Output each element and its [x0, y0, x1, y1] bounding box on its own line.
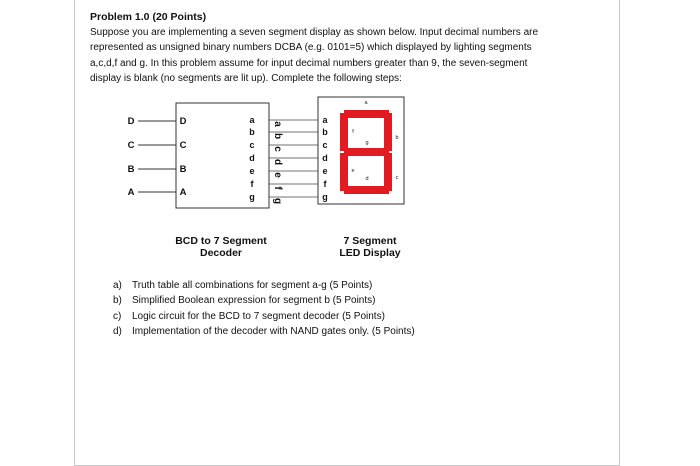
rotated-output-labels [272, 121, 283, 204]
rotated-label: f [272, 186, 283, 190]
segment-label: g [365, 140, 369, 146]
decoder-output-label: b [249, 127, 255, 137]
input-label: A [127, 187, 135, 198]
decoder-input-label: A [179, 187, 187, 198]
display-caption [318, 235, 422, 259]
display-input-label: d [322, 153, 328, 163]
decoder-output-label: f [250, 179, 254, 189]
input-wires [138, 121, 176, 192]
segment-a [344, 110, 389, 118]
segment-label: f [352, 129, 354, 135]
decoder-input-labels [180, 116, 187, 198]
decoder-output-label: d [249, 153, 255, 163]
rotated-label: d [272, 158, 283, 166]
display-input-label: b [322, 127, 328, 137]
decoder-output-labels [249, 115, 255, 202]
segment-label: b [395, 135, 399, 141]
display-input-label: e [322, 166, 328, 176]
item-label: d) [113, 325, 122, 337]
display-input-label: a [322, 115, 328, 125]
rotated-label: g [272, 197, 283, 205]
item-label: c) [113, 310, 122, 322]
decoder-input-label: C [179, 140, 187, 151]
display-input-label: c [322, 140, 328, 150]
input-labels [128, 116, 135, 198]
item-label: b) [113, 295, 122, 307]
segment-label: c [395, 175, 399, 181]
input-label: D [127, 116, 135, 127]
list-item [113, 324, 415, 339]
description-line: a,c,d,f and g. In this problem assume for input decimal numbers greater than 9, the seven-segment [90, 57, 528, 69]
segment-b [384, 113, 392, 151]
description-line: represented as unsigned binary numbers DCBA (e.g. 0101=5) which displayed by lighting segments [90, 42, 532, 54]
decoder-caption [160, 235, 282, 259]
rotated-label: c [272, 146, 283, 152]
decoder-output-label: a [249, 115, 255, 125]
rotated-label: a [272, 121, 283, 127]
item-text: Truth table all combinations for segment a-g (5 Points) [132, 280, 373, 291]
decoder-output-label: c [249, 140, 255, 150]
display-input-labels [322, 115, 328, 202]
list-item [113, 278, 415, 293]
segment-d [344, 186, 389, 194]
segment-g [344, 148, 389, 156]
decoder-caption-line: BCD to 7 Segment [175, 235, 267, 247]
display-caption-line: 7 Segment [343, 235, 397, 247]
problem-title: Problem 1.0 (20 Points) [90, 11, 207, 23]
list-item [113, 293, 415, 308]
segment-label: d [365, 176, 369, 182]
rotated-label: e [272, 172, 283, 178]
decoder-caption-line: Decoder [199, 247, 242, 259]
segment-label: a [364, 100, 368, 106]
decoder-box [176, 103, 269, 208]
description-line: Suppose you are implementing a seven segment display as shown below. Input decimal numbers are [90, 27, 539, 38]
item-text: Simplified Boolean expression for segment b (5 Points) [132, 295, 376, 307]
item-text: Logic circuit for the BCD to 7 segment decoder (5 Points) [132, 310, 385, 322]
segment-c [384, 153, 392, 191]
display-caption-line: LED Display [339, 247, 401, 259]
display-input-label: f [323, 179, 327, 189]
display-input-label: g [322, 192, 328, 202]
decoder-output-label: g [249, 192, 255, 202]
input-label: C [127, 140, 135, 151]
decoder-output-label: e [249, 166, 255, 176]
segment-label: e [351, 168, 355, 174]
decoder-input-label: D [179, 116, 187, 127]
item-text: Implementation of the decoder with NAND gates only. (5 Points) [132, 325, 415, 337]
segment-f [340, 113, 348, 151]
item-label: a) [113, 280, 122, 291]
list-item [113, 309, 415, 324]
rotated-label: b [272, 132, 283, 140]
input-label: B [127, 164, 135, 175]
segment-e [340, 153, 348, 191]
description-line: display is blank (no segments are lit up). Complete the following steps: [90, 72, 402, 84]
decoder-input-label: B [179, 164, 187, 175]
task-list [113, 278, 415, 339]
